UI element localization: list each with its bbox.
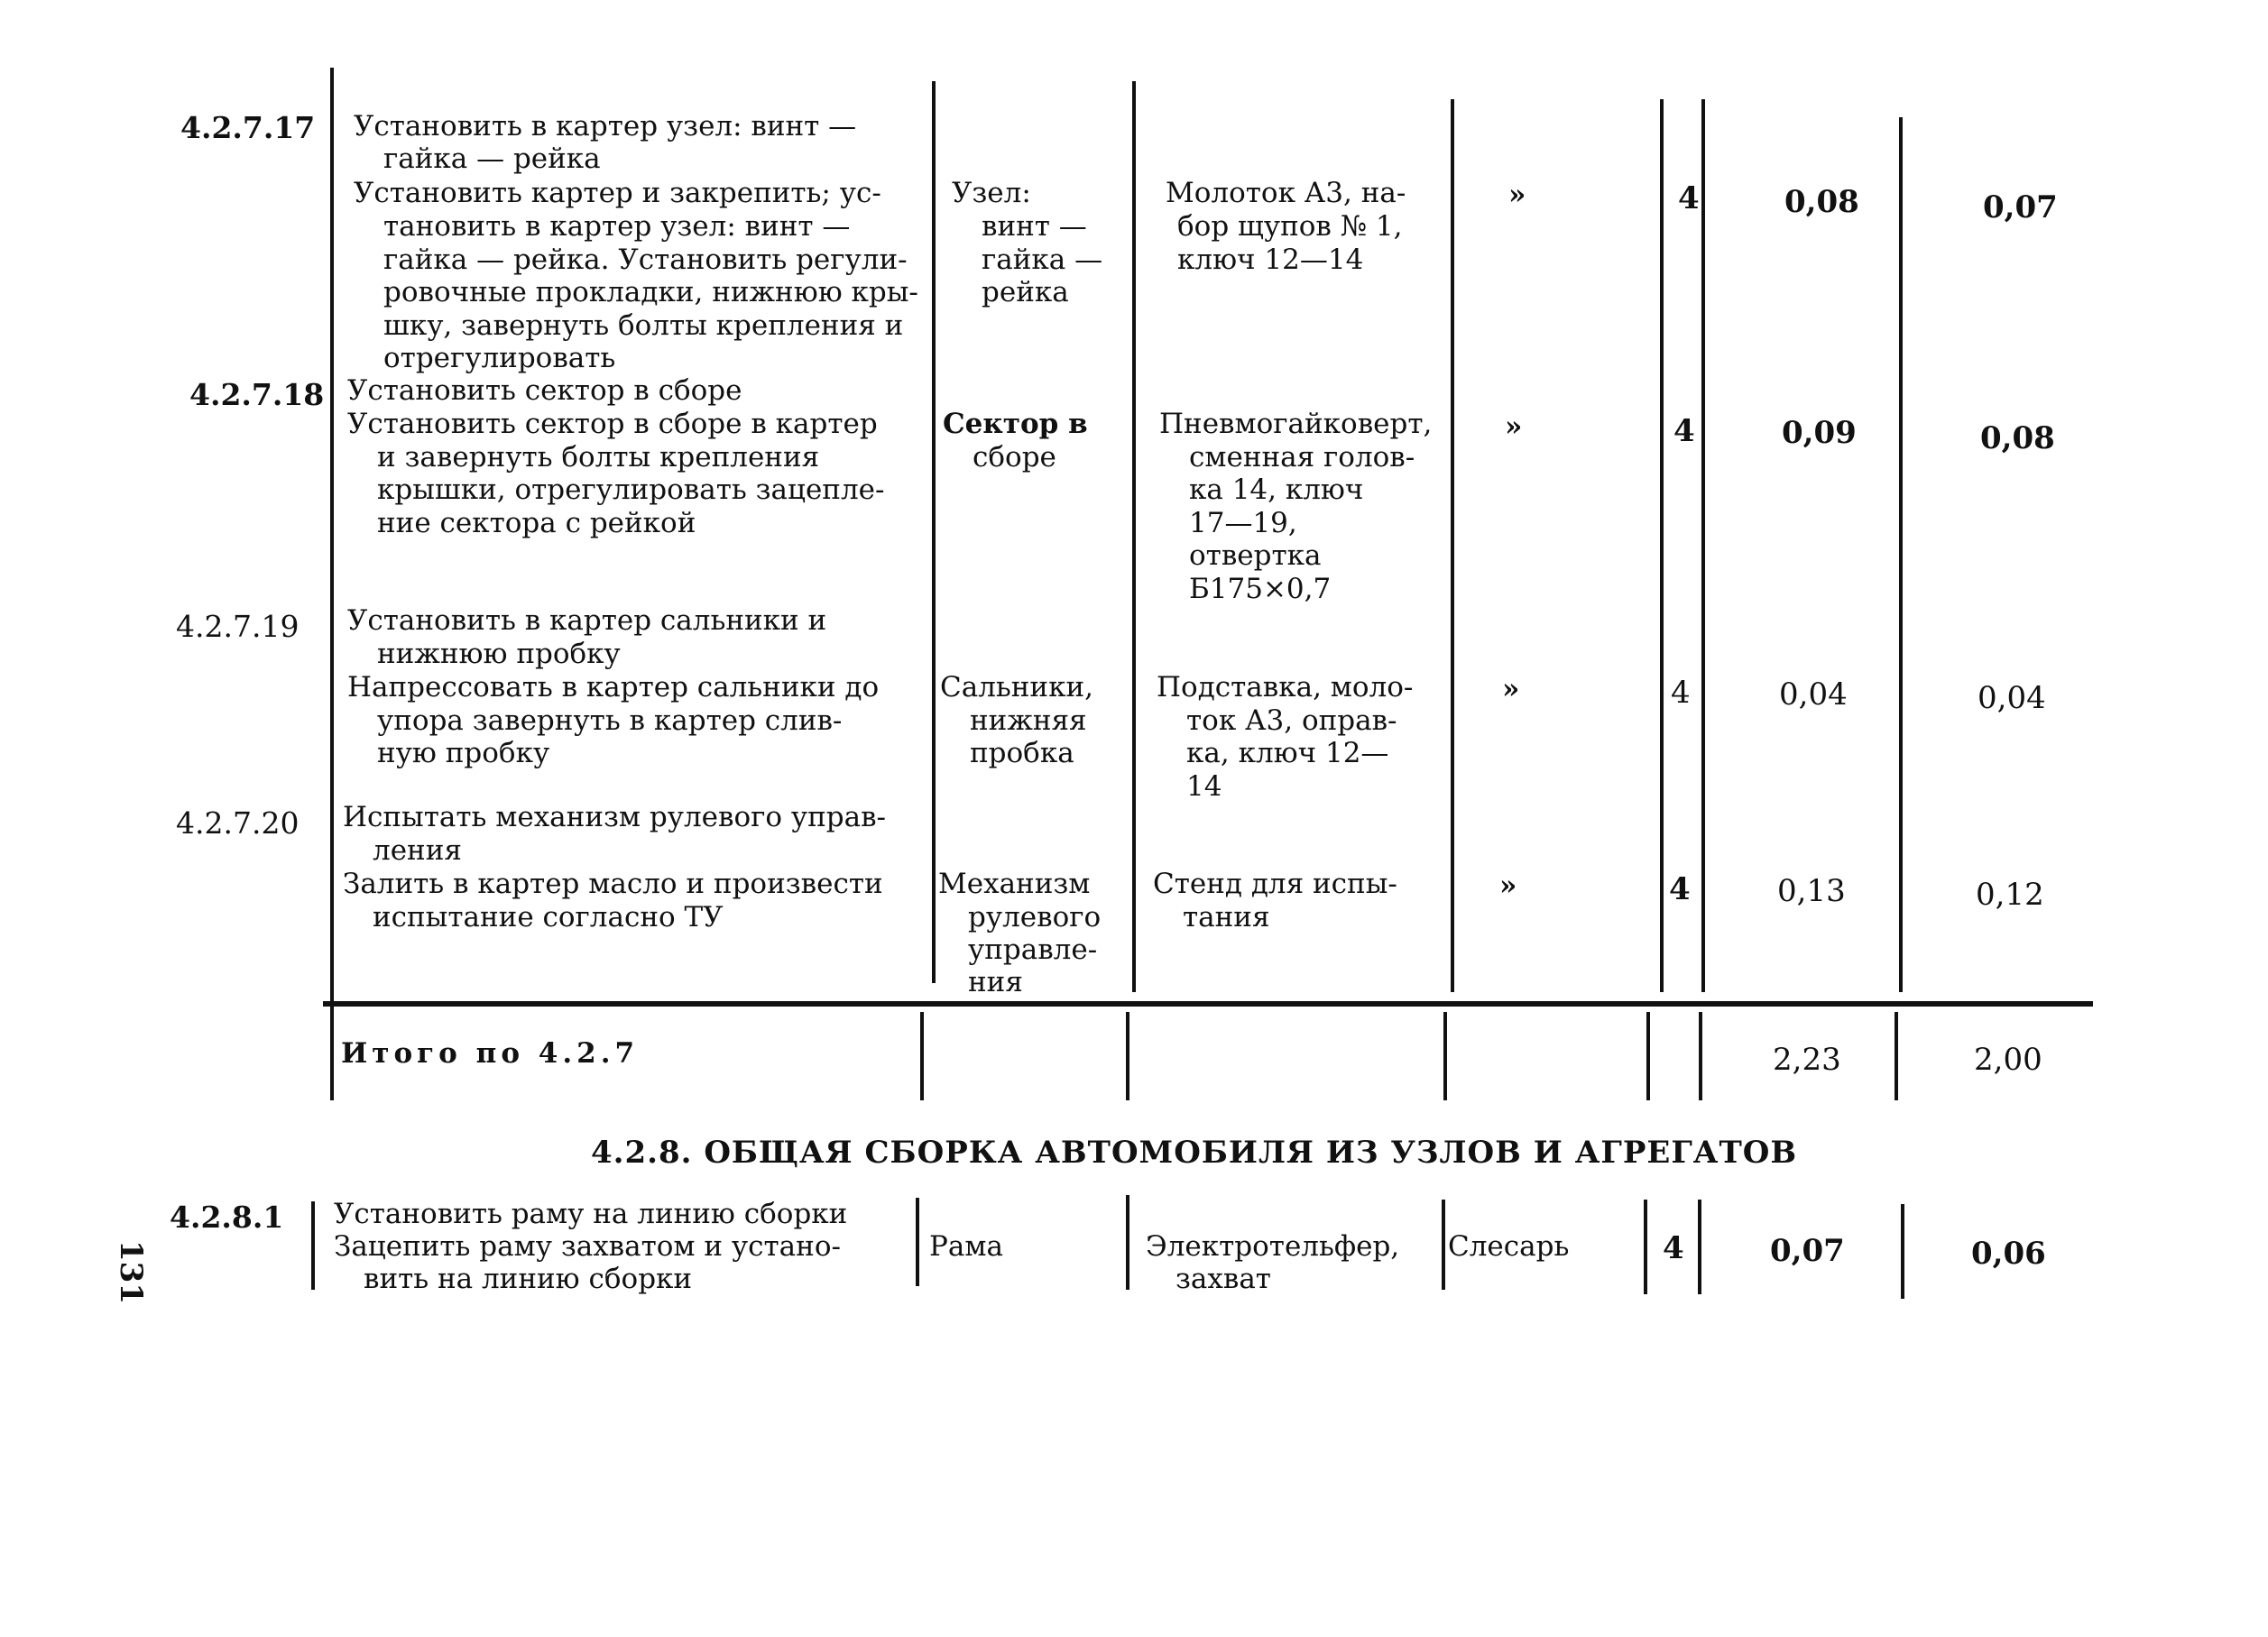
worker-cell: » bbox=[1499, 869, 1517, 902]
grade-cell: 4 bbox=[1663, 1230, 1684, 1266]
total-divider-d bbox=[1646, 1012, 1650, 1100]
col-divider-object bbox=[1132, 81, 1136, 992]
row-code: 4.2.7.19 bbox=[176, 609, 300, 644]
total-norm2: 2,00 bbox=[1974, 1042, 2042, 1078]
norm1-cell: 0,07 bbox=[1770, 1233, 1845, 1269]
norm2-cell: 0,12 bbox=[1976, 877, 2044, 913]
total-norm1: 2,23 bbox=[1773, 1042, 1841, 1078]
col-divider-worker bbox=[1660, 99, 1664, 992]
worker-cell: » bbox=[1505, 410, 1523, 443]
grade-cell: 4 bbox=[1673, 413, 1695, 449]
row-4281-divider-f bbox=[1901, 1204, 1904, 1299]
row-4281-divider-b bbox=[1126, 1195, 1129, 1290]
worker-cell: Слесарь bbox=[1448, 1230, 1570, 1263]
row-4281-divider-a bbox=[916, 1198, 919, 1286]
total-divider-a bbox=[920, 1012, 924, 1100]
col-divider-norm1 bbox=[1899, 117, 1903, 992]
col-divider-equipment bbox=[1451, 99, 1454, 992]
norm2-cell: 0,08 bbox=[1980, 420, 2055, 456]
norm1-cell: 0,04 bbox=[1779, 676, 1848, 713]
row-4281-divider-c bbox=[1442, 1200, 1445, 1290]
norm1-cell: 0,13 bbox=[1777, 873, 1846, 909]
row-code: 4.2.8.1 bbox=[170, 1200, 284, 1235]
norm2-cell: 0,04 bbox=[1978, 680, 2046, 716]
norm2-cell: 0,07 bbox=[1983, 189, 2058, 225]
norm1-cell: 0,09 bbox=[1782, 415, 1857, 451]
row-4281-divider-left bbox=[311, 1201, 315, 1290]
row-4281-divider-e bbox=[1698, 1200, 1701, 1294]
row-code: 4.2.7.17 bbox=[180, 110, 316, 145]
total-label: Итого по 4.2.7 bbox=[341, 1037, 640, 1070]
grade-cell: 4 bbox=[1669, 871, 1691, 907]
page-number: 131 bbox=[113, 1240, 149, 1304]
total-divider-e bbox=[1699, 1012, 1702, 1100]
row-code: 4.2.7.20 bbox=[176, 805, 300, 841]
grade-cell: 4 bbox=[1671, 675, 1691, 711]
grade-cell: 4 bbox=[1678, 180, 1700, 216]
col-divider-operation bbox=[932, 81, 936, 983]
row-code: 4.2.7.18 bbox=[189, 377, 325, 412]
worker-cell: » bbox=[1502, 673, 1520, 705]
norm1-cell: 0,08 bbox=[1784, 184, 1859, 220]
row-4281-divider-d bbox=[1644, 1200, 1647, 1294]
norm2-cell: 0,06 bbox=[1971, 1236, 2046, 1272]
col-divider-grade bbox=[1701, 99, 1705, 992]
total-divider-f bbox=[1895, 1012, 1898, 1100]
section-heading: 4.2.8. ОБЩАЯ СБОРКА АВТОМОБИЛЯ ИЗ УЗЛОВ И АГРЕГАТОВ bbox=[591, 1135, 1798, 1171]
total-divider-b bbox=[1126, 1012, 1129, 1100]
worker-cell: » bbox=[1508, 179, 1526, 211]
total-divider-line bbox=[323, 1001, 2093, 1007]
total-divider-c bbox=[1443, 1012, 1447, 1100]
col-divider-left bbox=[330, 68, 334, 1100]
